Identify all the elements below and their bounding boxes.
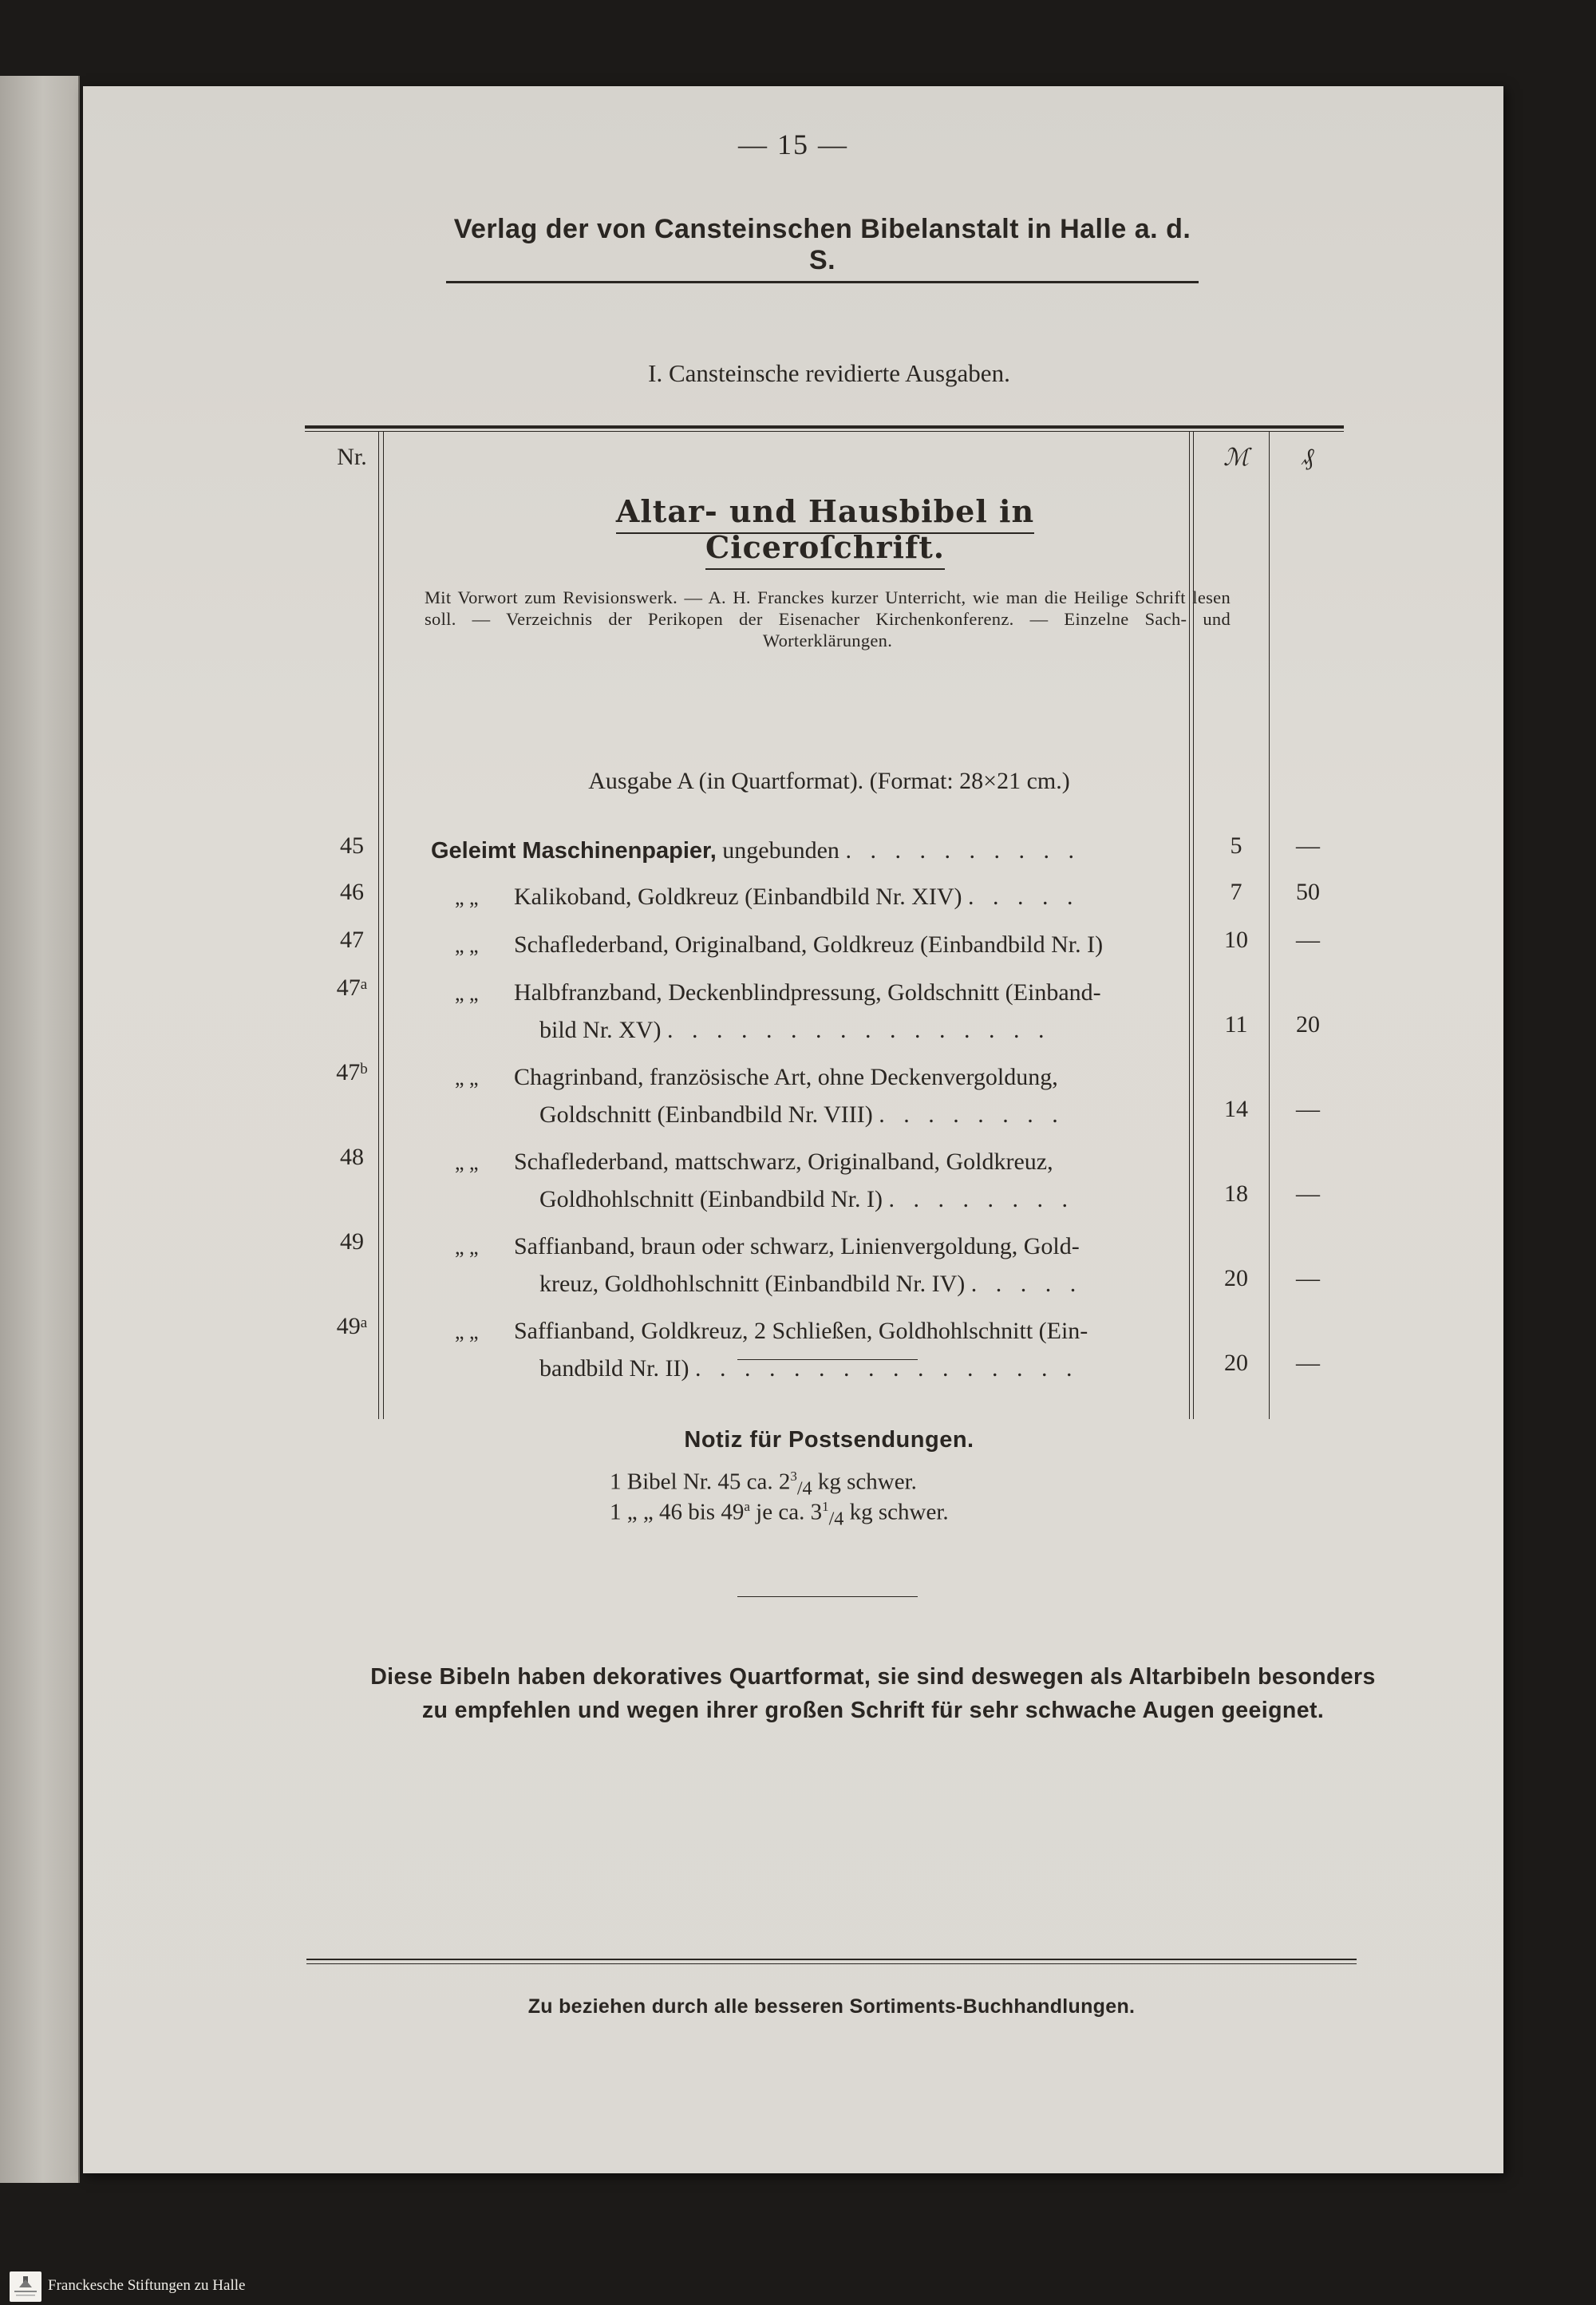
leader-dots: . . . . . . . . . . . . . . . . bbox=[667, 1017, 1051, 1043]
bible-title bbox=[506, 493, 1144, 565]
row-number bbox=[308, 927, 396, 954]
paper-type-label: Geleimt Maschinenpapier, bbox=[431, 838, 717, 864]
price-pfennig: 20 bbox=[1296, 1011, 1320, 1038]
binding-description: kreuz, Goldhohlschnitt (Einbandbild Nr. IV) bbox=[539, 1271, 966, 1297]
row-number-value: 49 bbox=[340, 1228, 364, 1255]
institution-logo-icon bbox=[10, 2271, 41, 2302]
row-number bbox=[308, 1228, 396, 1255]
library-caption: Franckesche Stiftungen zu Halle bbox=[48, 2277, 246, 2294]
publisher-heading: Verlag der von Cansteinschen Bibelanstalt in Halle a. d. S. bbox=[446, 214, 1199, 283]
binding-description: Saffianband, Goldkreuz, 2 Schließen, Goldhohlschnitt (Ein- bbox=[514, 1318, 1088, 1344]
description-line bbox=[426, 1350, 1232, 1387]
leader-dots: . . . . . bbox=[968, 884, 1080, 910]
column-header-nr: Nr. bbox=[337, 444, 367, 470]
row-number-value: 47 bbox=[336, 975, 361, 1001]
column-divider bbox=[378, 431, 379, 1419]
row-description bbox=[426, 927, 1232, 964]
row-number-value: 46 bbox=[340, 879, 364, 905]
divider-rule bbox=[737, 1359, 918, 1360]
row-description bbox=[426, 1059, 1232, 1133]
description-line bbox=[426, 1012, 1232, 1049]
footer-rule bbox=[306, 1959, 1357, 1960]
description-line bbox=[426, 1059, 1232, 1097]
row-number-value: 48 bbox=[340, 1144, 364, 1170]
price-mark: 20 bbox=[1224, 1265, 1248, 1291]
description-line bbox=[426, 1181, 1232, 1218]
description-line bbox=[426, 1313, 1232, 1350]
notice-text: kg schwer. bbox=[843, 1499, 949, 1525]
price-pfennig: — bbox=[1296, 1180, 1320, 1207]
leader-dots: . . . . . . . . . . bbox=[845, 837, 1080, 864]
binding-description: bandbild Nr. II) bbox=[539, 1355, 689, 1382]
price-mark: 11 bbox=[1224, 1011, 1248, 1038]
price-pfennig: — bbox=[1296, 1265, 1320, 1291]
price-mark: 18 bbox=[1224, 1180, 1248, 1207]
price-pfennig: 50 bbox=[1296, 879, 1320, 905]
row-description bbox=[426, 975, 1232, 1049]
description-line bbox=[426, 1266, 1232, 1303]
price-pfennig: — bbox=[1296, 832, 1320, 859]
price-mark: 20 bbox=[1224, 1350, 1248, 1376]
row-number bbox=[308, 1313, 396, 1340]
ditto-marks: „ „ bbox=[455, 934, 479, 957]
advert-line: Diese Bibeln haben dekoratives Quartformat, sie sind deswegen als Altarbibeln besonders bbox=[370, 1664, 1376, 1690]
leader-dots: . . . . . . . . bbox=[888, 1186, 1074, 1212]
notice-fraction: /4 bbox=[796, 1477, 812, 1500]
row-number-value: 49 bbox=[336, 1313, 361, 1339]
column-divider bbox=[1269, 431, 1270, 1419]
ditto-marks: „ „ bbox=[455, 1236, 479, 1259]
footer-text: Zu beziehen durch alle besseren Sortiments-Buchhandlungen. bbox=[527, 1995, 1136, 2018]
description-line bbox=[426, 975, 1232, 1012]
advert-text bbox=[282, 1660, 1464, 1727]
table-top-rule-thin bbox=[305, 431, 1344, 432]
row-number bbox=[308, 879, 396, 906]
binding-description: Chagrinband, französische Art, ohne Deckenvergoldung, bbox=[514, 1064, 1058, 1090]
notice-text: kg schwer. bbox=[812, 1469, 917, 1495]
row-number-suffix: a bbox=[360, 976, 368, 993]
notice-superscript: a bbox=[744, 1499, 750, 1514]
divider-rule bbox=[737, 1596, 918, 1597]
row-number-value: 47 bbox=[336, 1059, 361, 1085]
column-header-mark: ℳ bbox=[1223, 445, 1250, 471]
preface-text: Mit Vorwort zum Revisionswerk. — A. H. Franckes kurzer Unterricht, wie man die Heilige Schrift lesen soll. — Verzeichnis der Perikopen der Eisenacher Kirchenkonferenz. — Einzelne Sach- und Worterklärungen. bbox=[425, 587, 1231, 650]
leader-dots: . . . . . bbox=[970, 1271, 1083, 1297]
page-number: — 15 — bbox=[738, 128, 848, 160]
ditto-marks: „ „ bbox=[455, 1066, 479, 1089]
row-number-suffix: a bbox=[360, 1315, 368, 1331]
binding-description: Goldschnitt (Einbandbild Nr. VIII) bbox=[539, 1101, 873, 1128]
leader-dots: . . . . . . . . . . . . . . . . bbox=[694, 1355, 1079, 1382]
footer-rule-thin bbox=[306, 1963, 1357, 1964]
description-line bbox=[426, 879, 1232, 916]
row-description bbox=[426, 832, 1232, 869]
edition-line: Ausgabe A (in Quartformat). (Format: 28×21 cm.) bbox=[588, 768, 1070, 794]
leader-dots: . . . . . . . . bbox=[879, 1101, 1065, 1128]
binding-description: Schaflederband, mattschwarz, Originalband, Goldkreuz, bbox=[514, 1149, 1053, 1175]
previous-page-edge bbox=[0, 76, 80, 2183]
row-description bbox=[426, 879, 1232, 916]
row-number bbox=[308, 1059, 396, 1086]
notice-line bbox=[610, 1499, 1168, 1530]
notice-text: je ca. 3 bbox=[749, 1499, 823, 1525]
section-heading: I. Cansteinsche revidierte Ausgaben. bbox=[648, 359, 1010, 387]
row-description bbox=[426, 1313, 1232, 1387]
price-pfennig: — bbox=[1296, 927, 1320, 953]
table-top-rule bbox=[305, 425, 1344, 429]
row-description bbox=[426, 1144, 1232, 1218]
row-description bbox=[426, 1228, 1232, 1303]
price-mark: 10 bbox=[1224, 927, 1248, 953]
ditto-marks: „ „ bbox=[455, 886, 479, 909]
bible-title-text: Altar- und Hausbibel in Ciceroſchrift. bbox=[616, 493, 1034, 570]
notice-text: 1 Bibel Nr. 45 ca. 2 bbox=[610, 1469, 791, 1495]
binding-description: Saffianband, braun oder schwarz, Linienvergoldung, Gold- bbox=[514, 1233, 1080, 1259]
advert-line: zu empfehlen und wegen ihrer großen Schrift für sehr schwache Augen geeignet. bbox=[421, 1698, 1325, 1723]
price-mark: 7 bbox=[1230, 879, 1242, 905]
binding-description: bild Nr. XV) bbox=[539, 1017, 662, 1043]
row-number bbox=[308, 975, 396, 1002]
binding-description: Goldhohlschnitt (Einbandbild Nr. I) bbox=[539, 1186, 883, 1212]
notice-fraction: /4 bbox=[828, 1508, 844, 1530]
ditto-marks: „ „ bbox=[455, 1151, 479, 1174]
binding-description: Schaflederband, Originalband, Goldkreuz (Einbandbild Nr. I) bbox=[514, 931, 1104, 958]
column-divider bbox=[383, 431, 384, 1419]
notice-fraction: 3 bbox=[790, 1469, 797, 1484]
binding-description: Kalikoband, Goldkreuz (Einbandbild Nr. XIV) bbox=[514, 884, 962, 910]
notice-text: 1 „ „ 46 bis 49 bbox=[610, 1499, 745, 1525]
binding-description: Halbfranzband, Deckenblindpressung, Goldschnitt (Einband- bbox=[514, 979, 1101, 1006]
description-line bbox=[426, 832, 1232, 869]
row-number bbox=[308, 1144, 396, 1171]
row-number-value: 45 bbox=[340, 832, 364, 859]
notice-title: Notiz für Postsendungen. bbox=[684, 1427, 974, 1453]
description-line bbox=[426, 1144, 1232, 1181]
price-mark: 5 bbox=[1230, 832, 1242, 859]
row-number-suffix: b bbox=[360, 1061, 368, 1077]
description-line bbox=[426, 927, 1232, 964]
ditto-marks: „ „ bbox=[455, 982, 479, 1005]
row-number bbox=[308, 832, 396, 860]
description-line bbox=[426, 1097, 1232, 1133]
column-header-pfennig: ₰ bbox=[1302, 444, 1314, 470]
row-number-value: 47 bbox=[340, 927, 364, 953]
description-line bbox=[426, 1228, 1232, 1266]
price-pfennig: — bbox=[1296, 1350, 1320, 1376]
binding-description: ungebunden bbox=[722, 837, 839, 864]
price-mark: 14 bbox=[1224, 1096, 1248, 1122]
notice-fraction: 1 bbox=[822, 1499, 829, 1514]
price-pfennig: — bbox=[1296, 1096, 1320, 1122]
ditto-marks: „ „ bbox=[455, 1320, 479, 1343]
notice-line bbox=[610, 1469, 1168, 1500]
document-page bbox=[83, 86, 1503, 2173]
